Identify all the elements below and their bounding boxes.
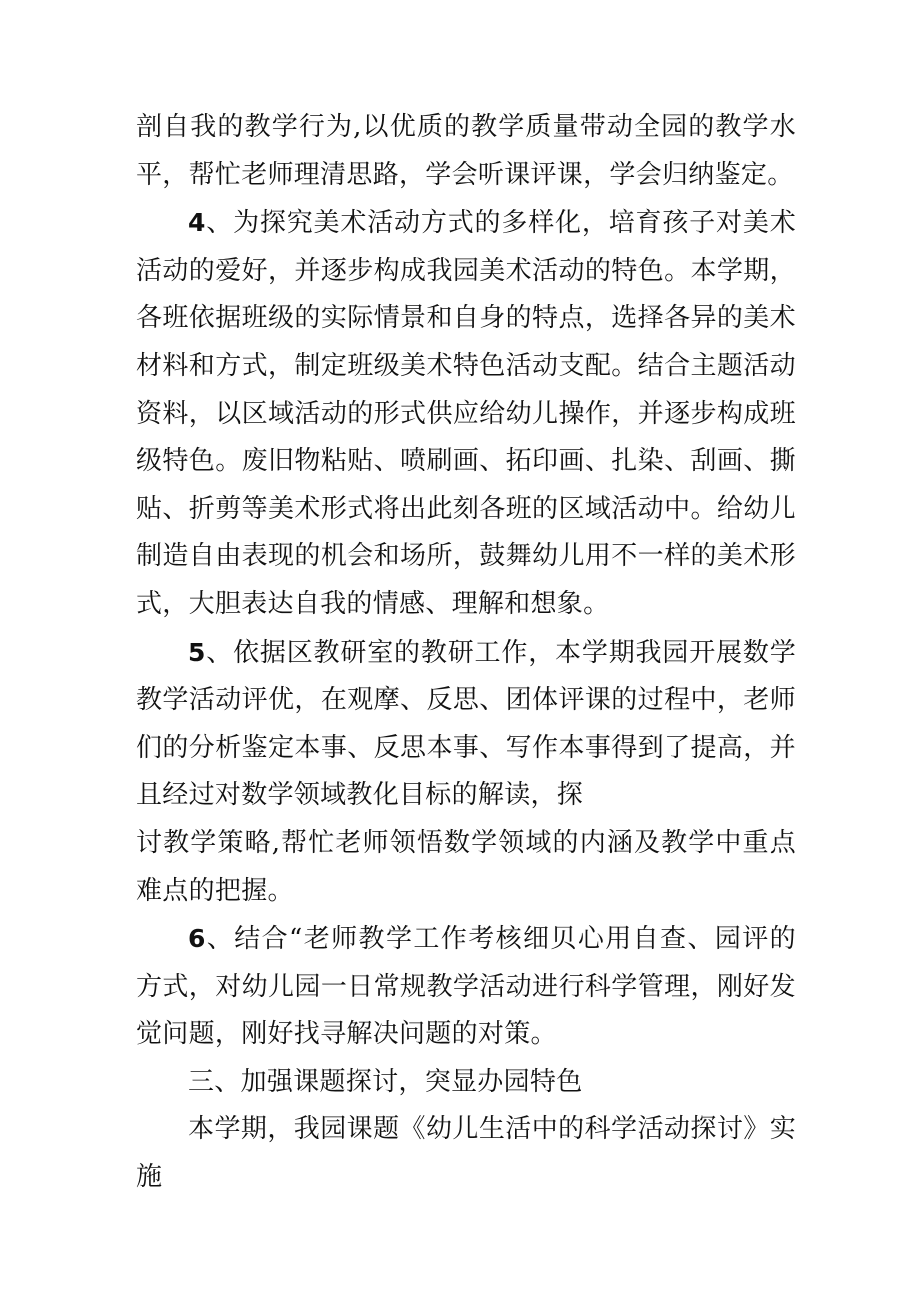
paragraph-item-4 <box>136 199 796 628</box>
paragraph-text: 剖自我的教学行为,以优质的教学质量带动全园的教学水平，帮忙老师理清思路，学会听课评课，学会归纳鉴定。 <box>136 112 796 190</box>
item-number: 4 <box>188 208 206 238</box>
paragraph-text: 本学期，我园课题《幼儿生活中的科学活动探讨》实施 <box>136 1114 796 1193</box>
item-number: 6 <box>188 924 206 954</box>
paragraph-continued <box>136 104 796 199</box>
paragraph-text: 、为探究美术活动方式的多样化，培育孩子对美术活动的爱好，并逐步构成我园美术活动的特色。本学期，各班依据班级的实际情景和自身的特点，选择各异的美术材料和方式，制定班级美术特色活动支配。结合主题活动资料，以区域活动的形式供应给幼儿操作，并逐步构成班级特色。废旧物粘贴、喷刷画、拓印画、扎染、刮画、撕贴、折剪等美术形式将出此刻各班的区域活动中。给幼儿制造自由表现的机会和场所，鼓舞幼儿用不一样的美术形式，大胆表达自我的情感、理解和想象。 <box>136 208 796 619</box>
document-body <box>136 104 796 1202</box>
paragraph-item-6 <box>136 915 796 1059</box>
item-number: 5 <box>188 637 206 667</box>
heading-text: 三、加强课题探讨，突显办园特色 <box>188 1066 583 1097</box>
paragraph-last <box>136 1106 796 1201</box>
section-heading <box>136 1059 796 1107</box>
paragraph-continuation: 讨教学策略,帮忙老师领悟数学领域的内涵及教学中重点难点的把握。 <box>136 827 796 906</box>
paragraph-text: 、结合“老师教学工作考核细贝心用自查、园评的方式，对幼儿园一日常规教学活动进行科学管理，刚好发觉问题，刚好找寻解决问题的对策。 <box>136 924 796 1050</box>
paragraph-text: 、依据区教研室的教研工作，本学期我园开展数学教学活动评优，在观摩、反思、团体评课的过程中，老师们的分析鉴定本事、反思本事、写作本事得到了提高，并且经过对数学领域教化目标的解读，探 <box>136 637 796 811</box>
paragraph-item-5 <box>136 629 796 916</box>
